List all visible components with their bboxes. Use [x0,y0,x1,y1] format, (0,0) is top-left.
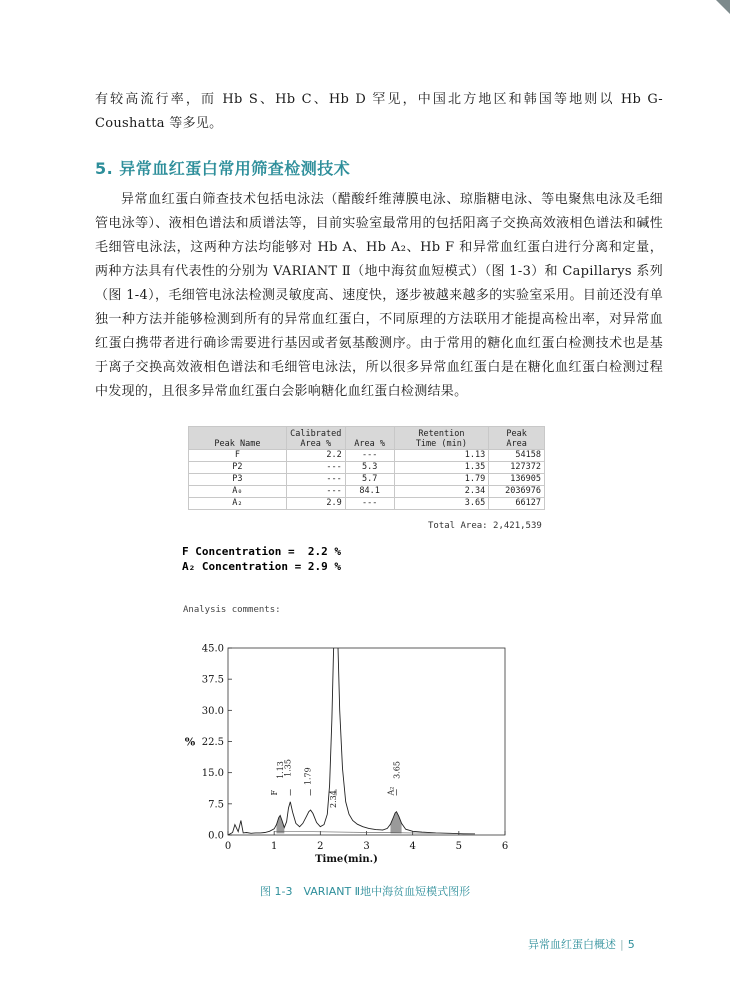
x-tick-label: 6 [501,841,509,852]
cell-retention-time: 3.65 [394,498,489,510]
cell-retention-time: 2.34 [394,486,489,498]
cell-calibrated-area: --- [286,474,345,486]
x-tick-label: 4 [409,841,416,852]
page-footer [528,936,635,952]
peak-label: A₂ [386,786,396,796]
peak-a2-shade [391,812,402,834]
body-paragraph-1: 有较高流行率，而 Hb S、Hb C、Hb D 罕见，中国北方地区和韩国等地则以 Hb G-Coushatta 等多见。 [95,92,663,131]
cell-peak-area: 66127 [489,498,545,510]
cell-area-percent: 84.1 [345,486,394,498]
header-peak-line2: Area [506,439,527,449]
peak-label: 1.13 [276,761,286,779]
cell-retention-time: 1.79 [394,474,489,486]
header-cal-line2: Area % [300,439,332,449]
cell-peak-name: A₂ [189,498,287,510]
table-row [189,486,545,498]
chromatogram-chart [170,638,515,870]
table-row [189,462,545,474]
x-tick-label: 5 [455,841,463,852]
peak-table-header [189,427,545,450]
cell-calibrated-area: --- [286,462,345,474]
a2-concentration: A₂ Concentration = 2.9 % [182,560,341,573]
y-tick-label: 7.5 [208,799,224,811]
section-heading: 5. 异常血红蛋白常用筛查检测技术 [95,159,351,178]
plot-frame [228,648,505,835]
y-tick-label: 0.0 [208,830,224,842]
cell-area-percent: --- [345,450,394,462]
integration-baseline [274,831,475,833]
x-tick-label: 2 [317,841,324,852]
header-calibrated-area [286,427,345,450]
x-axis-label: Time(min.) [315,854,378,865]
cell-peak-area: 127372 [489,462,545,474]
x-tick-label: 0 [224,841,232,852]
cell-calibrated-area: 2.9 [286,498,345,510]
y-tick-label: 15.0 [201,768,224,780]
footer-chapter-title: 异常血红蛋白概述 [528,938,616,951]
y-tick-label: 37.5 [201,674,224,686]
cell-retention-time: 1.13 [394,450,489,462]
analysis-comments-label: Analysis comments: [183,605,281,615]
cell-area-percent: --- [345,498,394,510]
header-retention-time [394,427,489,450]
peak-label: F [270,789,280,796]
body-paragraph-2: 异常血红蛋白筛查技术包括电泳法（醋酸纤维薄膜电泳、琼脂糖电泳、等电聚焦电泳及毛细管电泳等）、液相色谱法和质谱法等，目前实验室最常用的包括阳离子交换高效液相色谱法和碱性毛细管电泳法，这两种方法均能够对 Hb A、Hb A₂、Hb F 和异常血红蛋白进行分离和定量，两种方法具有代表性的分别为 VARIANT Ⅱ（地中海贫血短模式）（图 1-3）和 Capillarys 系列（图 1-4），毛细管电泳法检测灵敏度高、速度快，逐步被越来越多的实验室采用。目前还没有单独一种方法并能够检测到所有的异常血红蛋白，不同原理的方法联用才能提高检出率，对异常血红蛋白携带者进行确诊需要进行基因或者氨基酸测序。由于常用的糖化血红蛋白检测技术也是基于离子交换高效液相色谱法和毛细管电泳法，所以很多异常血红蛋白是在糖化血红蛋白检测过程中发现的，且很多异常血红蛋白会影响糖化血红蛋白检测结果。 [95,192,663,399]
header-cal-line1: Calibrated [290,429,342,439]
header-peak-area [489,427,545,450]
peak-label: 1.79 [303,767,313,786]
table-row [189,498,545,510]
header-ret-line1: Retention [418,429,465,439]
cell-area-percent: 5.7 [345,474,394,486]
x-tick-label: 3 [363,841,370,852]
cell-retention-time: 1.35 [394,462,489,474]
header-peak-line1: Peak [506,429,527,439]
header-area-percent: Area % [345,427,394,450]
table-row [189,474,545,486]
chromatogram-trace [228,638,475,835]
cell-peak-area: 54158 [489,450,545,462]
cell-peak-name: F [189,450,287,462]
page-corner-mark [716,0,730,14]
footer-separator: | [620,938,624,951]
header-ret-line2: Time (min) [415,439,467,449]
cell-calibrated-area: 2.2 [286,450,345,462]
cell-area-percent: 5.3 [345,462,394,474]
y-tick-label: 30.0 [201,705,224,717]
cell-calibrated-area: --- [286,486,345,498]
y-tick-label: 22.5 [201,737,224,748]
cell-peak-area: 136905 [489,474,545,486]
table-row [189,450,545,462]
peak-label: 2.34 [329,790,339,808]
figure-caption: 图 1-3 VARIANT Ⅱ地中海贫血短模式图形 [260,885,471,898]
cell-peak-name: A₀ [189,486,287,498]
x-tick-label: 1 [270,841,278,852]
cell-peak-name: P2 [189,462,287,474]
y-tick-label: 45.0 [201,643,224,655]
cell-peak-name: P3 [189,474,287,486]
y-axis-label: % [184,735,196,749]
header-peak-name: Peak Name [189,427,287,450]
page-number: 5 [627,938,635,951]
cell-peak-area: 2036976 [489,486,545,498]
peak-table [188,426,545,510]
f-concentration: F Concentration = 2.2 % [182,545,341,558]
peak-label: 3.65 [392,761,402,779]
peak-label: 1.35 [283,759,293,777]
total-area: Total Area: 2,421,539 [428,521,542,531]
